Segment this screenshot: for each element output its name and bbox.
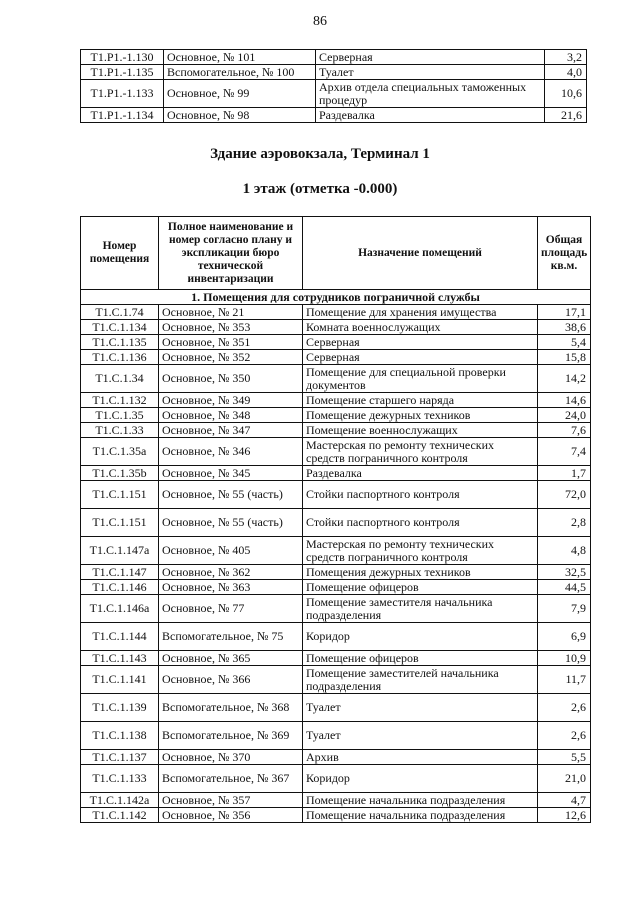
room-name: Основное, № 55 (часть) (159, 481, 303, 509)
building-title: Здание аэровокзала, Терминал 1 (210, 146, 430, 162)
room-name: Основное, № 362 (159, 565, 303, 580)
room-number: Т1.Р1.-1.135 (81, 65, 164, 80)
room-name: Основное, № 365 (159, 651, 303, 666)
table-row (81, 408, 591, 423)
table-row (81, 365, 591, 393)
room-purpose: Коридор (303, 765, 538, 793)
room-purpose: Комната военнослужащих (303, 320, 538, 335)
table-row (81, 509, 591, 537)
room-name: Основное, № 350 (159, 365, 303, 393)
room-name: Основное, № 352 (159, 350, 303, 365)
table-row (81, 335, 591, 350)
room-number: Т1.С.1.35b (81, 466, 159, 481)
room-purpose: Серверная (316, 50, 545, 65)
table-row (81, 793, 591, 808)
room-name: Основное, № 21 (159, 305, 303, 320)
room-name: Основное, № 347 (159, 423, 303, 438)
room-number: Т1.С.1.136 (81, 350, 159, 365)
room-name: Основное, № 366 (159, 666, 303, 694)
rooms-table (80, 216, 591, 823)
room-area: 3,2 (545, 50, 587, 65)
table-row (81, 423, 591, 438)
room-area: 17,1 (538, 305, 591, 320)
table-row (81, 765, 591, 793)
room-number: Т1.С.1.144 (81, 623, 159, 651)
room-name: Вспомогательное, № 75 (159, 623, 303, 651)
room-name: Основное, № 351 (159, 335, 303, 350)
room-area: 24,0 (538, 408, 591, 423)
room-area: 11,7 (538, 666, 591, 694)
table-row (81, 595, 591, 623)
room-purpose: Раздевалка (316, 108, 545, 123)
table-row (81, 722, 591, 750)
room-number: Т1.С.1.133 (81, 765, 159, 793)
room-area: 4,0 (545, 65, 587, 80)
room-area: 72,0 (538, 481, 591, 509)
header-room-purpose: Назначение помещений (303, 217, 538, 290)
header-room-area: Общая площадь кв.м. (538, 217, 591, 290)
room-number: Т1.С.1.151 (81, 481, 159, 509)
room-area: 1,7 (538, 466, 591, 481)
room-purpose: Туалет (316, 65, 545, 80)
room-area: 12,6 (538, 808, 591, 823)
room-number: Т1.С.1.35а (81, 438, 159, 466)
room-name: Основное, № 357 (159, 793, 303, 808)
room-name: Вспомогательное, № 369 (159, 722, 303, 750)
table-row (81, 350, 591, 365)
room-area: 2,6 (538, 722, 591, 750)
room-area: 15,8 (538, 350, 591, 365)
room-purpose: Туалет (303, 694, 538, 722)
table-row (81, 651, 591, 666)
room-purpose: Помещения дежурных техников (303, 565, 538, 580)
room-area: 6,9 (538, 623, 591, 651)
room-purpose: Помещение офицеров (303, 651, 538, 666)
room-purpose: Помещение начальника подразделения (303, 793, 538, 808)
room-name: Вспомогательное, № 368 (159, 694, 303, 722)
table-row (81, 466, 591, 481)
room-name: Основное, № 55 (часть) (159, 509, 303, 537)
room-area: 32,5 (538, 565, 591, 580)
room-number: Т1.С.1.132 (81, 393, 159, 408)
room-name: Основное, № 346 (159, 438, 303, 466)
room-name: Вспомогательное, № 367 (159, 765, 303, 793)
top-table (80, 49, 587, 123)
room-area: 10,9 (538, 651, 591, 666)
room-number: Т1.С.1.142а (81, 793, 159, 808)
room-area: 7,6 (538, 423, 591, 438)
room-purpose: Помещение старшего наряда (303, 393, 538, 408)
table-row (81, 694, 591, 722)
room-name: Основное, № 349 (159, 393, 303, 408)
room-name: Основное, № 77 (159, 595, 303, 623)
room-name: Основное, № 405 (159, 537, 303, 565)
floor-title: 1 этаж (отметка -0.000) (242, 181, 398, 197)
header-room-number: Номер помещения (81, 217, 159, 290)
room-name: Основное, № 353 (159, 320, 303, 335)
room-purpose: Мастерская по ремонту технических средств пограничного контроля (303, 438, 538, 466)
room-number: Т1.С.1.74 (81, 305, 159, 320)
room-purpose: Серверная (303, 335, 538, 350)
room-purpose: Стойки паспортного контроля (303, 481, 538, 509)
room-name: Основное, № 98 (164, 108, 316, 123)
room-area: 44,5 (538, 580, 591, 595)
room-number: Т1.С.1.137 (81, 750, 159, 765)
room-number: Т1.С.1.143 (81, 651, 159, 666)
section-row (81, 290, 591, 305)
room-purpose: Помещение заместителя начальника подразделения (303, 595, 538, 623)
table-row (81, 393, 591, 408)
page-number: 86 (313, 14, 327, 29)
room-area: 4,7 (538, 793, 591, 808)
room-name: Основное, № 348 (159, 408, 303, 423)
room-purpose: Серверная (303, 350, 538, 365)
room-name: Основное, № 99 (164, 80, 316, 108)
room-number: Т1.С.1.151 (81, 509, 159, 537)
room-number: Т1.С.1.146а (81, 595, 159, 623)
room-area: 10,6 (545, 80, 587, 108)
room-number: Т1.С.1.147 (81, 565, 159, 580)
room-area: 5,5 (538, 750, 591, 765)
room-purpose: Архив (303, 750, 538, 765)
room-purpose: Помещение заместителей начальника подразделения (303, 666, 538, 694)
table-row (81, 623, 591, 651)
room-area: 14,2 (538, 365, 591, 393)
room-number: Т1.С.1.146 (81, 580, 159, 595)
room-name: Вспомогательное, № 100 (164, 65, 316, 80)
room-number: Т1.С.1.139 (81, 694, 159, 722)
room-area: 4,8 (538, 537, 591, 565)
table-row (81, 565, 591, 580)
room-number: Т1.С.1.138 (81, 722, 159, 750)
room-area: 38,6 (538, 320, 591, 335)
table-row (81, 305, 591, 320)
room-purpose: Мастерская по ремонту технических средств пограничного контроля (303, 537, 538, 565)
header-room-name: Полное наименование и номер согласно плану и экспликации бюро технической инвентаризации (159, 217, 303, 290)
room-purpose: Коридор (303, 623, 538, 651)
table-row (81, 50, 587, 65)
room-number: Т1.С.1.147а (81, 537, 159, 565)
table-row (81, 481, 591, 509)
table-row (81, 750, 591, 765)
room-purpose: Помещение офицеров (303, 580, 538, 595)
room-name: Основное, № 356 (159, 808, 303, 823)
room-number: Т1.С.1.134 (81, 320, 159, 335)
room-number: Т1.С.1.35 (81, 408, 159, 423)
table-row (81, 537, 591, 565)
table-row (81, 108, 587, 123)
room-name: Основное, № 345 (159, 466, 303, 481)
table-row (81, 80, 587, 108)
room-number: Т1.С.1.34 (81, 365, 159, 393)
room-area: 14,6 (538, 393, 591, 408)
room-purpose: Помещение для специальной проверки документов (303, 365, 538, 393)
table-row (81, 808, 591, 823)
room-name: Основное, № 101 (164, 50, 316, 65)
room-area: 5,4 (538, 335, 591, 350)
room-number: Т1.С.1.33 (81, 423, 159, 438)
room-area: 7,4 (538, 438, 591, 466)
room-area: 21,6 (545, 108, 587, 123)
room-number: Т1.С.1.141 (81, 666, 159, 694)
room-number: Т1.С.1.142 (81, 808, 159, 823)
table-row (81, 320, 591, 335)
room-area: 21,0 (538, 765, 591, 793)
room-area: 7,9 (538, 595, 591, 623)
room-number: Т1.Р1.-1.130 (81, 50, 164, 65)
room-purpose: Помещение дежурных техников (303, 408, 538, 423)
room-purpose: Помещение начальника подразделения (303, 808, 538, 823)
room-purpose: Стойки паспортного контроля (303, 509, 538, 537)
room-number: Т1.Р1.-1.133 (81, 80, 164, 108)
room-area: 2,6 (538, 694, 591, 722)
room-number: Т1.Р1.-1.134 (81, 108, 164, 123)
section-title: 1. Помещения для сотрудников пограничной службы (81, 290, 591, 305)
table-row (81, 65, 587, 80)
room-purpose: Раздевалка (303, 466, 538, 481)
table-row (81, 438, 591, 466)
room-name: Основное, № 363 (159, 580, 303, 595)
room-purpose: Туалет (303, 722, 538, 750)
room-purpose: Помещение для хранения имущества (303, 305, 538, 320)
table-header-row (81, 217, 591, 290)
room-purpose: Архив отдела специальных таможенных процедур (316, 80, 545, 108)
room-purpose: Помещение военнослужащих (303, 423, 538, 438)
room-name: Основное, № 370 (159, 750, 303, 765)
table-row (81, 666, 591, 694)
room-number: Т1.С.1.135 (81, 335, 159, 350)
room-area: 2,8 (538, 509, 591, 537)
table-row (81, 580, 591, 595)
